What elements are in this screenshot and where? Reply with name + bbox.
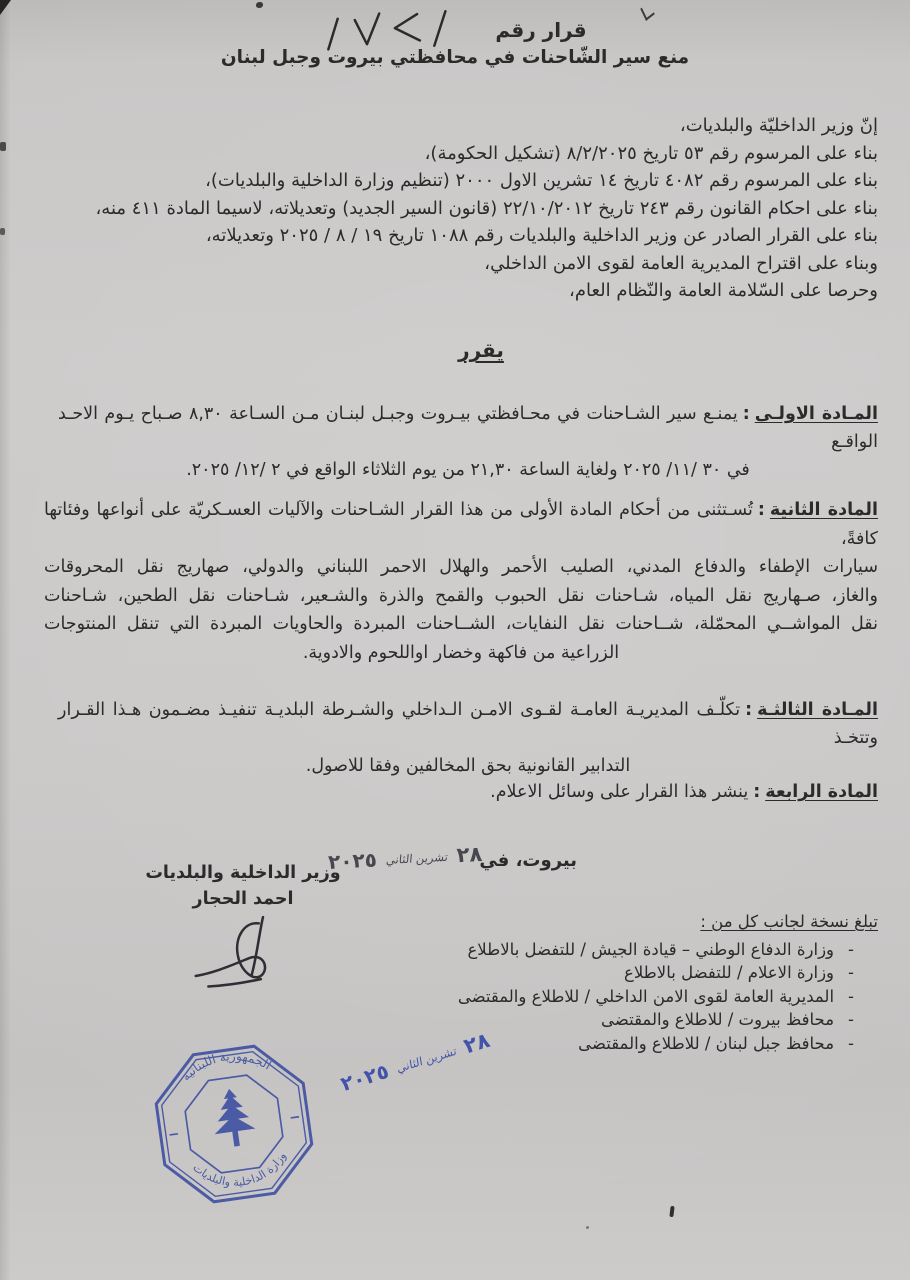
- article-3-line: [58, 696, 878, 752]
- article-4-text: ينشر هذا القرار على وسائل الاعلام.: [490, 782, 749, 802]
- date-stamp-blue: [338, 1028, 493, 1096]
- distribution-item-text: المديرية العامة لقوى الامن الداخلي / للاطلاع والمقتضى: [457, 986, 835, 1006]
- article-3: [58, 696, 878, 780]
- list-item: [420, 938, 878, 962]
- list-item: [420, 985, 878, 1009]
- decree-title-label: قرار رقم: [495, 18, 587, 42]
- list-item: [420, 961, 878, 985]
- preamble-line: بناء على القرار الصادر عن وزير الداخلية والبلديات رقم ١٠٨٨ تاريخ ١٩ / ٨ / ٢٠٢٥ وتعديلاته،: [205, 225, 878, 246]
- article-2-line: والغاز، صـهاريج نقل المياه، شـاحنات نقل الحبوب والقمح والذرة والشـعير، شـاحنات نقل الطحين، شـاحنات: [44, 585, 878, 606]
- article-1-label: المـادة الاولـى: [754, 404, 878, 424]
- dash-bullet: -: [848, 1033, 854, 1053]
- article-4: [58, 782, 878, 802]
- decision-word: يقرر: [458, 338, 504, 362]
- label-colon: :: [757, 500, 765, 520]
- article-2-line: سيارات الإطفاء والدفاع المدني، الصليب الأحمر والهلال الاحمر اللبناني والدولي، صهاريج نقل المحروقات: [44, 557, 878, 577]
- article-3-label: المـادة الثالثـة: [757, 700, 878, 720]
- dash-bullet: -: [848, 939, 854, 959]
- label-colon: :: [753, 782, 761, 802]
- scan-speck: [0, 228, 5, 235]
- stamp-year: ٢٠٢٥: [337, 1058, 392, 1097]
- stamp-month: تشرين الثاني: [395, 1043, 458, 1076]
- dash-bullet: -: [848, 963, 854, 982]
- preamble-line: وبناء على اقتراح المديرية العامة لقوى الامن الداخلي،: [484, 252, 878, 274]
- dateline-city: بيروت، في: [479, 850, 577, 871]
- article-1: [58, 400, 878, 484]
- distribution-item-text: وزارة الدفاع الوطني – قيادة الجيش / للتفضل بالاطلاع: [467, 939, 835, 959]
- handwritten-signature: [184, 915, 302, 997]
- dash-bullet: -: [848, 1010, 854, 1029]
- date-stamp-dark: [327, 842, 482, 874]
- preamble-line: بناء على احكام القانون رقم ٢٤٣ تاريخ ٢٢/١٠/٢٠١٢ (قانون السير الجديد) وتعديلاته، لاسيما المادة ٤١١ منه،: [95, 197, 878, 219]
- article-2-text: تُسـتثنى من أحكام المادة الأولى من هذا القرار الشـاحنات والآليات العسـكريّة على أنواعها وفئاتها كافةً،: [44, 500, 878, 549]
- preamble-line: وحرصا على السّلامة العامة والنّظام العام،: [569, 280, 878, 301]
- article-3-text: تكلّـف المديريـة العامـة لقـوى الامـن الـداخلي والشـرطة البلديـة تنفيـذ مضـمون هـذا القـرار وتتخـذ: [58, 700, 878, 748]
- preamble-line: إنّ وزير الداخليّة والبلديات،: [679, 115, 878, 136]
- stamp-year: ٢٠٢٥: [327, 847, 378, 875]
- article-4-label: المادة الرابعة: [765, 782, 878, 802]
- article-1-text: يمنـع سير الشـاحنات في محـافظتي بيـروت وجبـل لبنـان مـن السـاعة ٨,٣٠ صـباح يـوم الاحـد الواقـع: [58, 404, 878, 452]
- signatory-name: احمد الحجار: [192, 889, 294, 909]
- ink-mark: [669, 1206, 674, 1217]
- distribution-item-text: محافظ جبل لبنان / للاطلاع والمقتضى: [578, 1033, 835, 1053]
- label-colon: :: [742, 404, 750, 424]
- seal-country-text: الجمهورية اللبنانية: [178, 1049, 274, 1084]
- stamp-day: ٢٨: [460, 1027, 493, 1059]
- article-2-line: [44, 496, 878, 553]
- list-item: [420, 1008, 878, 1032]
- stamp-day: ٢٨: [456, 841, 483, 868]
- article-2-line: الزراعية من فاكهة وخضار اواللحوم والادوية.: [302, 642, 620, 663]
- dash-bullet: -: [848, 986, 854, 1006]
- article-2-line: نقل المواشــي المحمّلة، شــاحنات نقل النفايات، الشــاحنات المبردة والحاويات المبردة التي تنقل المنتوجات: [44, 614, 878, 634]
- preamble-line: بناء على المرسوم رقم ٤٠٨٢ تاريخ ١٤ تشرين الاول ٢٠٠٠ (تنظيم وزارة الداخلية والبلديات)،: [205, 170, 878, 191]
- article-3-line: التدابير القانونية بحق المخالفين وفقا للاصول.: [305, 756, 631, 776]
- decree-subject: منع سير الشّاحنات في محافظتي بيروت وجبل لبنان: [220, 47, 690, 68]
- preamble: [40, 112, 878, 305]
- article-1-line: في ٣٠ /١١/ ٢٠٢٥ ولغاية الساعة ٢١,٣٠ من يوم الثلاثاء الواقع في ٢ /١٢/ ٢٠٢٥.: [186, 460, 750, 480]
- signatory-title: وزير الداخلية والبلديات: [145, 863, 341, 883]
- scan-speck: [586, 1226, 589, 1229]
- cedar-tree-icon: [209, 1086, 258, 1149]
- article-2-label: المادة الثانية: [769, 500, 878, 520]
- preamble-line: بناء على المرسوم رقم ٥٣ تاريخ ٨/٢/٢٠٢٥ (تشكيل الحكومة)،: [424, 142, 878, 164]
- scan-speck: [0, 142, 6, 151]
- distribution-list: [420, 910, 878, 1055]
- label-colon: :: [745, 700, 753, 720]
- signature-block: [136, 860, 350, 997]
- distribution-item-text: وزارة الاعلام / للتفضل بالاطلاع: [623, 963, 835, 982]
- stamp-month: تشرين الثاني: [385, 849, 449, 868]
- distribution-item-text: محافظ بيروت / للاطلاع والمقتضى: [601, 1010, 835, 1029]
- article-4-line: [58, 782, 878, 802]
- seal-ministry-text: وزارة الداخلية والبلديات: [190, 1149, 289, 1190]
- article-2: [44, 496, 878, 667]
- distribution-heading: تبلغ نسخة لجانب كل من :: [700, 912, 878, 931]
- ministry-octagon-seal: [139, 1027, 329, 1221]
- article-1-line: [58, 400, 878, 456]
